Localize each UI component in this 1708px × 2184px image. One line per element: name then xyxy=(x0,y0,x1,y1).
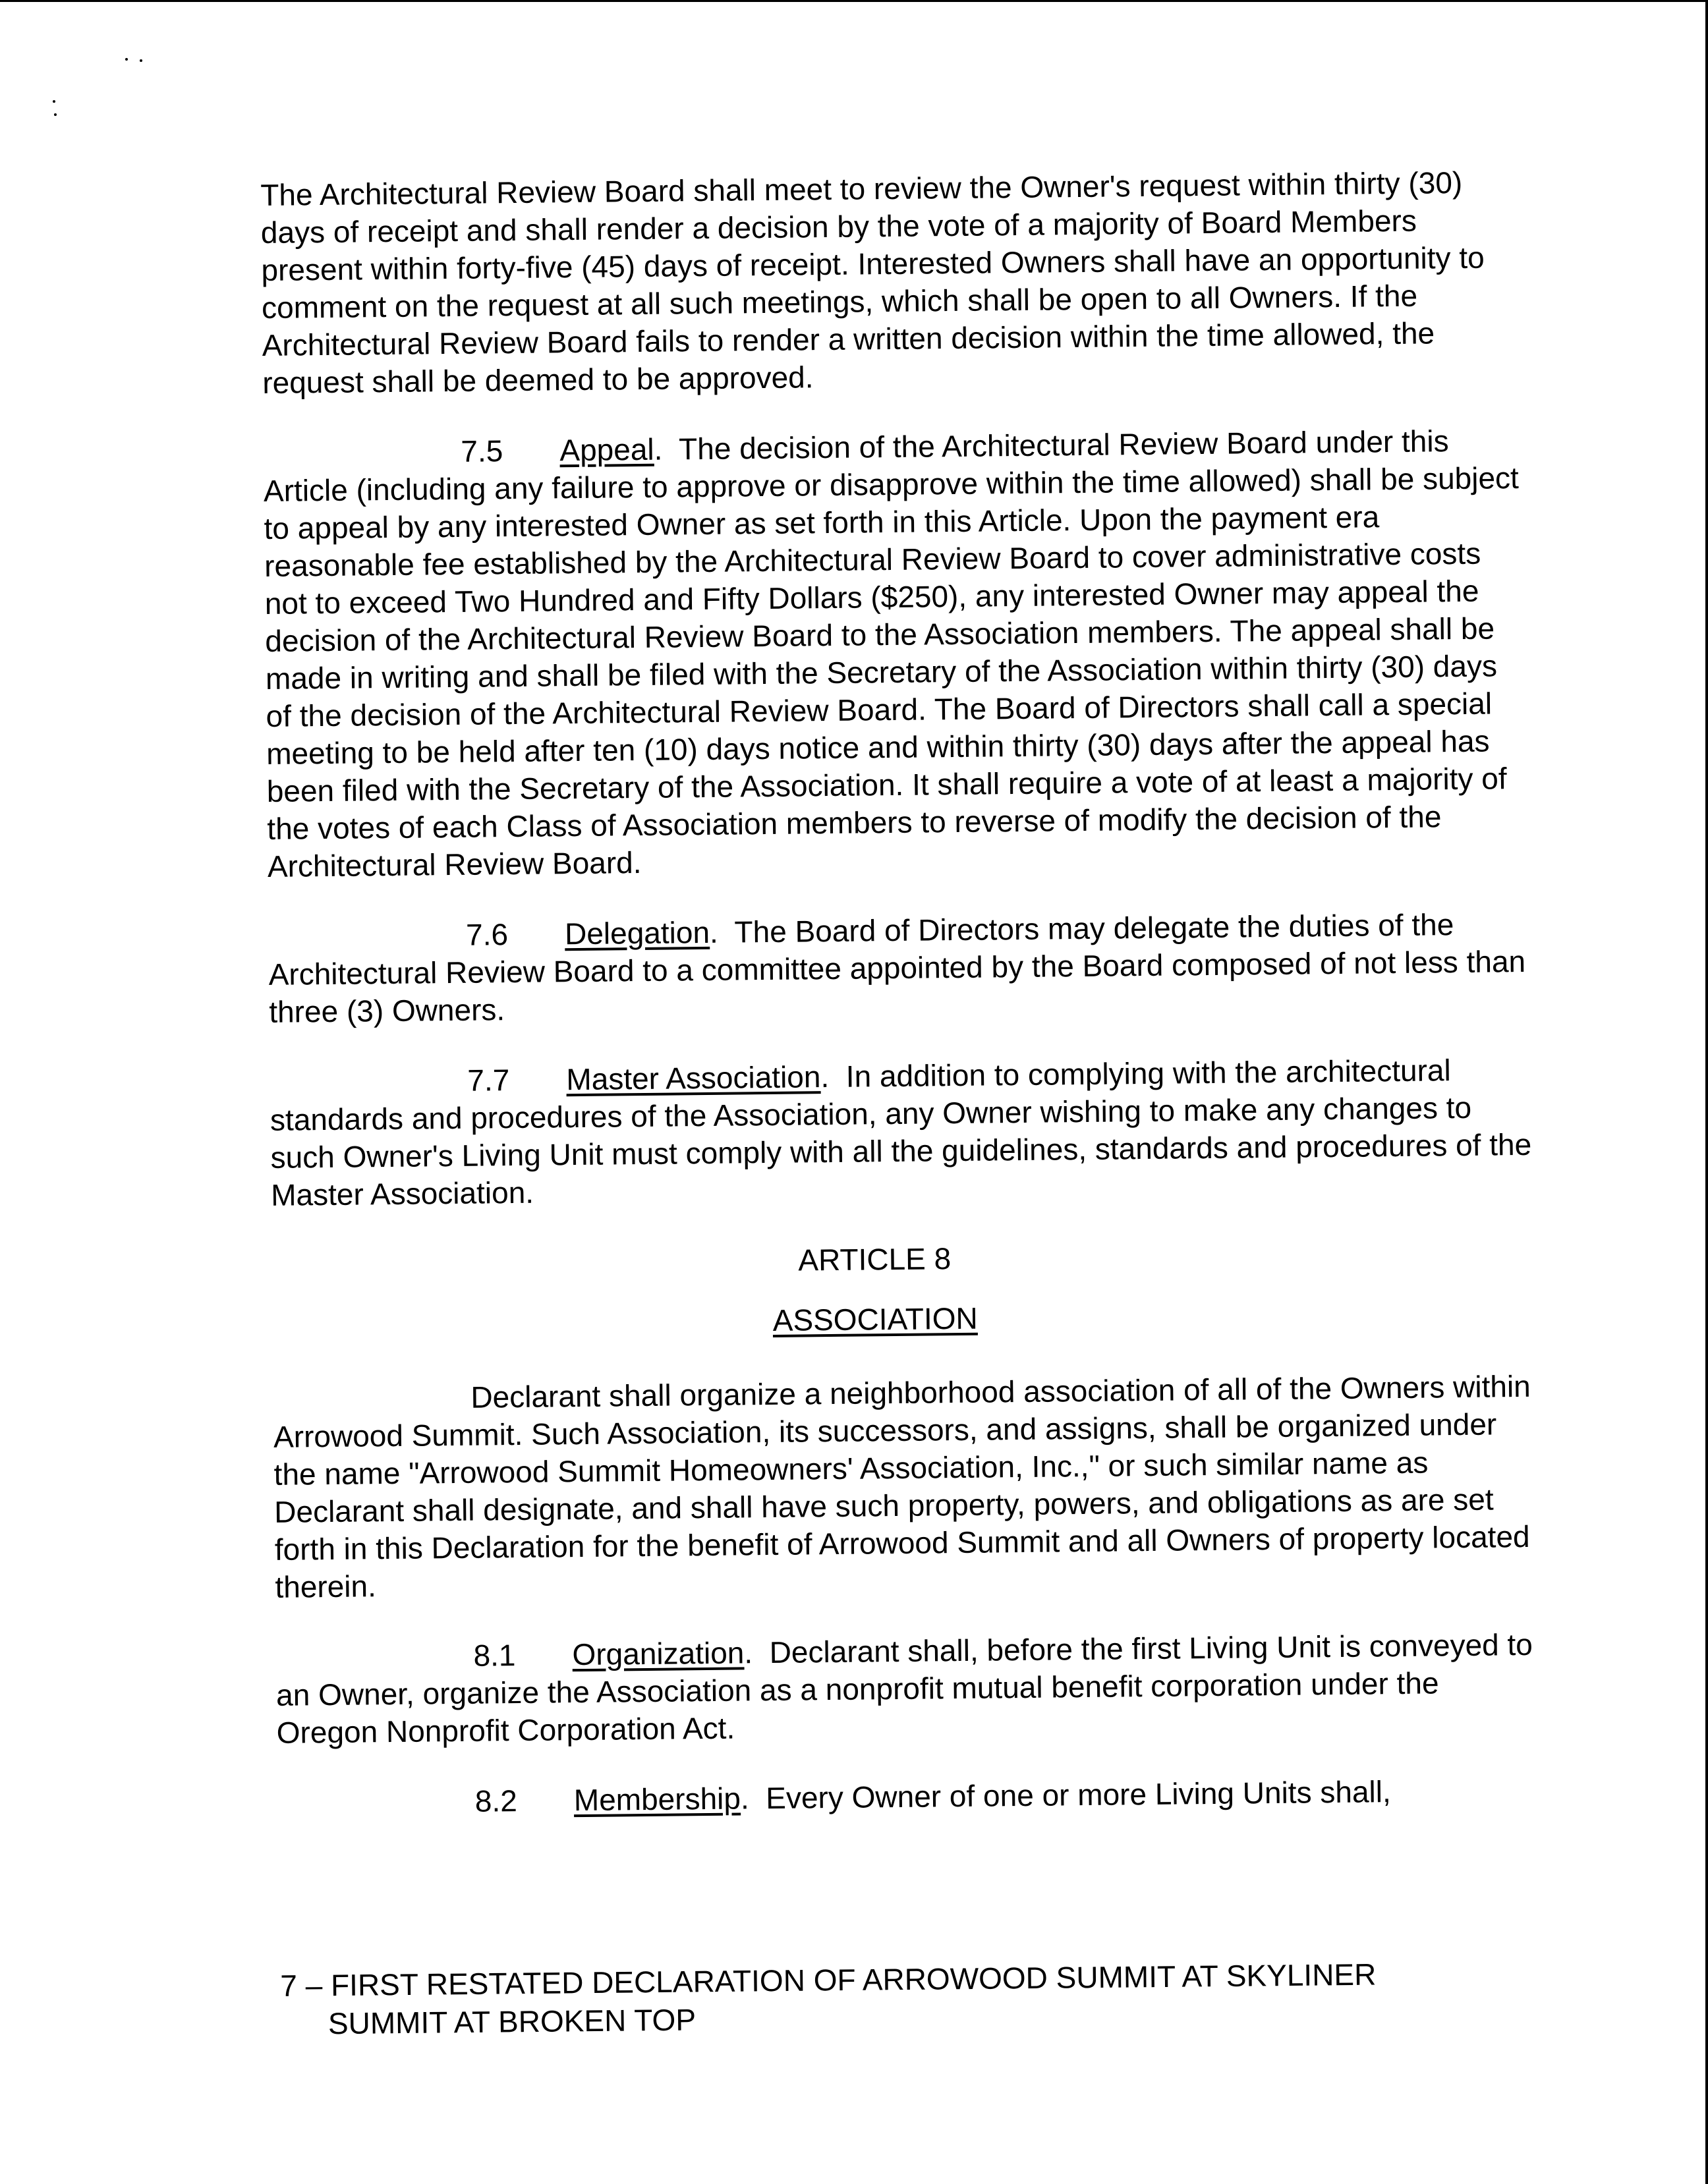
article-label: ARTICLE 8 xyxy=(798,1241,952,1277)
section-title: Membership xyxy=(573,1781,741,1818)
section-title: Delegation xyxy=(564,914,710,951)
section-title: Master Association xyxy=(566,1059,821,1097)
section-body: Declarant shall, before the first Living Unit is conveyed to an Owner, organize the Association as a nonprofit mutual benefit corporation under the Oregon Nonprofit Corporation Act. xyxy=(275,1627,1533,1750)
section-body: The decision of the Architectural Review Board under this Article (including any failure to approve or disapprove within the time allowed) shall be subject to appeal by any interested Owner as set forth in this Article. Upon the payment era reasonable fee established by the Architectural Review Board to cover administrative costs not to exceed Two Hundred and Fifty Dollars ($250), any interested Owner may appeal the decision of the Architectural Review Board to the Association members. The appeal shall be made in writing and shall be filed with the Secretary of the Association within thirty (30) days of the decision of the Architectural Review Board. The Board of Directors shall call a special meeting to be held after ten (10) days notice and within thirty (30) days after the appeal has been filed with the Secretary of the Association. It shall require a vote of at least a majority of the votes of each Class of Association members to reverse of modify the decision of the Architectural Review Board. xyxy=(263,424,1520,883)
section-number: 7.6 xyxy=(465,917,509,952)
scan-edge-right xyxy=(1705,0,1708,2184)
footer-line-1: 7 – FIRST RESTATED DECLARATION OF ARROWOOD SUMMIT AT SKYLINER xyxy=(280,1957,1377,2003)
section-7-7: 7.7 Master Association. In addition to complying with the architectural standards and procedures of the Association, any Owner wishing to make any changes to such Owner's Living Unit must comply with all the guidelines, standards and procedures of the Master Association. xyxy=(270,1053,1532,1212)
article-title: ASSOCIATION xyxy=(772,1301,978,1337)
section-number: 7.5 xyxy=(461,434,503,468)
section-body: In addition to complying with the architectural standards and procedures of the Association, any Owner wishing to make any changes to such Owner's Living Unit must comply with all the guidelines, standards and procedures of the Master Association. xyxy=(270,1053,1532,1212)
article-title-row xyxy=(272,1294,1537,1345)
section-number: 7.7 xyxy=(467,1063,510,1098)
scan-speck xyxy=(53,100,55,103)
scan-speck xyxy=(125,58,128,61)
section-7-5: 7.5 Appeal. The decision of the Architectural Review Board under this Article (including any failure to approve or disapprove within the time allowed) shall be subject to appeal by any interested Owner as set forth in this Article. Upon the payment era reasonable fee established by the Architectural Review Board to cover administrative costs not to exceed Two Hundred and Fifty Dollars ($250), any interested Owner may appeal the decision of the Architectural Review Board to the Association members. The appeal shall be made in writing and shall be filed with the Secretary of the Association within thirty (30) days of the decision of the Architectural Review Board. The Board of Directors shall call a special meeting to be held after ten (10) days notice and within thirty (30) days after the appeal has been filed with the Secretary of the Association. It shall require a vote of at least a majority of the votes of each Class of Association members to reverse of modify the decision of the Architectural Review Board. xyxy=(263,424,1520,883)
footer-line-2: SUMMIT AT BROKEN TOP xyxy=(327,2002,697,2041)
section-number: 8.2 xyxy=(474,1783,518,1818)
section-8-1: 8.1 Organization. Declarant shall, before the first Living Unit is conveyed to an Owner, organize the Association as a nonprofit mutual benefit corporation under the Oregon Nonprofit Corporation Act. xyxy=(275,1627,1533,1750)
document-body xyxy=(260,163,1543,1855)
scan-speck xyxy=(140,59,142,62)
section-number: 8.1 xyxy=(473,1638,516,1673)
section-body: The Board of Directors may delegate the duties of the Architectural Review Board to a committee appointed by the Board composed of not less than three (3) Owners. xyxy=(268,907,1526,1029)
section-8-2: 8.2 Membership. Every Owner of one or more Living Units shall, xyxy=(277,1772,1543,1822)
section-title: Appeal xyxy=(559,432,654,468)
section-title: Organization xyxy=(572,1635,745,1672)
page-footer xyxy=(280,1955,1377,2043)
scan-speck xyxy=(54,113,57,116)
section-7-6: 7.6 Delegation. The Board of Directors may delegate the duties of the Architectural Review Board to a committee appointed by the Board composed of not less than three (3) Owners. xyxy=(268,907,1526,1029)
article-intro: Declarant shall organize a neighborhood association of all of the Owners within Arrowood Summit. Such Association, its successors, and assigns, shall be organized under the name "Arrowood Summit Homeowners' Association, Inc.," or such similar name as Declarant shall designate, and shall have such property, powers, and obligations as are set forth in this Declaration for the benefit of Arrowood Summit and all Owners of property located therein. xyxy=(273,1368,1531,1604)
section-body: Every Owner of one or more Living Units shall, xyxy=(765,1774,1391,1816)
opening-paragraph: The Architectural Review Board shall meet to review the Owner's request within thirty (30) days of receipt and shall render a decision by the vote of a majority of Board Members present within forty-five (45) days of receipt. Interested Owners shall have an opportunity to comment on the request at all such meetings, which shall be open to all Owners. If the Architectural Review Board fails to render a written decision within the time allowed, the request shall be deemed to be approved. xyxy=(260,165,1485,400)
scan-edge-top xyxy=(0,0,1708,2)
